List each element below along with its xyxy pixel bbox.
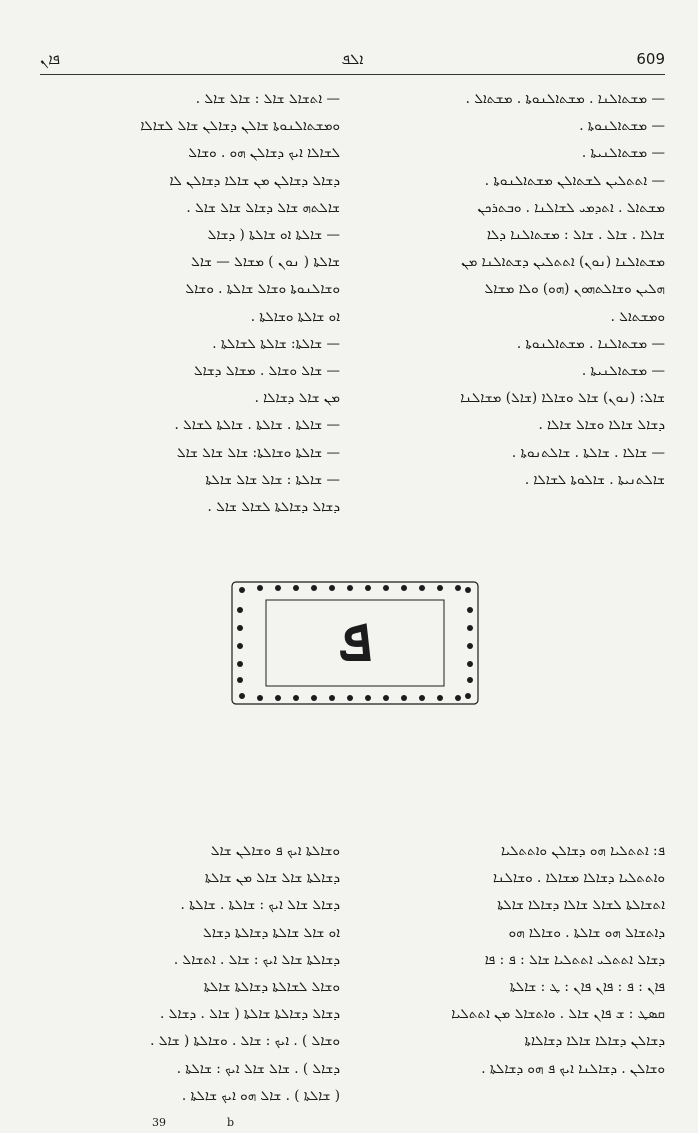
- text-line: — ܡܫܬܐܠܢܝܬܐ .: [581, 363, 665, 380]
- text-line: ܕܫܐܠ ܕܫܐܠܢ ܡܢ ܫܐܠܐ ܕܫܐܠܢ ܠܐ: [169, 172, 340, 189]
- section-ornament: [226, 576, 484, 710]
- text-line: ܘܫܐܠܬܐ ܐܝܟ ܦ ܘܫܐܠܢ ܫܐܠ: [210, 843, 340, 859]
- text-line: — ܡܫܬܐܠܢܐ . ܡܫܬܐܠܢܘܬܐ . ܡܫܬܐܠ .: [465, 91, 665, 107]
- text-line: ܕܫܐܠ ܫܐܠܐ ܘܫܐܠ ܫܐܠܐ .: [538, 417, 665, 434]
- text-line: ܫܐܠܬܐ ( ܢܘܢ ) ܡܫܐܠ — ܫܐܠ: [191, 254, 340, 271]
- text-line: — ܫܐܠܬܐ ܐܘ ܫܐܠܬܐ ( ܕܫܐܠ: [207, 227, 340, 244]
- text-line: ܘܫܐܠܢܘܬܐ ܘܫܐܠ ܫܐܠܬܐ . ܘܫܐܠ: [185, 281, 340, 298]
- text-line: ܘܫܐܠ ܠܫܐܠܬܐ ܕܫܐܠܬܐ ܫܐܠܬܐ: [203, 979, 340, 996]
- column-top-left: [40, 86, 340, 521]
- text-line: ܡܫܬܐܠ . ܐܬܕܡܝ ܠܫܐܠܢܐ . ܘܒܬܪܟܢ: [477, 199, 665, 216]
- text-line: ܐܬܫܐܠܬܐ ܠܫܐܠ ܫܐܠܐ ܕܫܐܠܐ ܫܐܠܬܐ: [497, 897, 665, 914]
- text-line: — ܫܐܠܬܐ : ܫܐܠ ܫܐܠ ܫܐܠܬܐ: [205, 471, 340, 488]
- text-line: ܘܫܐܠܢ . ܕܫܐܠܢܐ ܐܝܟ ܦ ܗܘ ܕܫܐܠܬܐ .: [481, 1060, 665, 1077]
- text-line: ܕܫܐܠܬܐ ܫܐܠ ܐܝܟ : ܫܐܠ . ܐܬܫܐܠ .: [173, 951, 340, 968]
- text-line: ܦ: ܐܬܬܠܝܐ ܗܘ ܕܫܐܠܢ ܘܐܬܬܠܝܐ: [500, 843, 665, 859]
- ornament-letter: ܦ: [337, 602, 373, 675]
- text-line: — ܡܫܬܐܠܢܝܬܐ .: [581, 145, 665, 162]
- column-bottom-right: [362, 838, 665, 1083]
- signature-letter: b: [227, 1116, 235, 1129]
- text-line: — ܫܐܠܬܐ . ܫܐܠܬܐ . ܫܐܠܬܐ ܠܫܐܠ .: [174, 417, 340, 434]
- page-footer: [0, 1116, 698, 1130]
- column-bottom-left: [40, 838, 340, 1110]
- text-line: ܩܣܛ : ܫ ܦܐܢ ܫܐܠ . ܘܐܬܫܐܠ ܡܢ ܐܬܬܠܝܐ: [451, 1006, 665, 1023]
- text-line: ܗܠܝܢ ܘܫܐܠܬܗܘܢ (ܗܘ) ܘܠܐ ܡܫܐܠ: [484, 281, 665, 298]
- text-line: — ܡܫܬܐܠܢܐ . ܡܫܬܐܠܢܘܬܐ .: [516, 335, 665, 352]
- text-line: ܫܐܠܐ . ܫܐܠ . ܫܐܠ : ܡܫܬܐܠܢܐ ܕܠܐ: [486, 227, 665, 244]
- text-line: — ܫܐܠܬܐ: ܫܐܠܬܐ ܠܫܐܠܬܐ .: [212, 335, 340, 352]
- header-rule: [40, 74, 665, 75]
- text-line: — ܫܐܠܬܐ ܘܫܐܠܬܐ: ܫܐܠ ܫܐܠ ܫܐܠ: [176, 444, 340, 461]
- text-line: ܠܫܐܠܐ ܐܝܟ ܕܫܐܠܢ ܗܘ . ܘܫܐܠ: [188, 145, 340, 162]
- text-line: ( ܫܐܠܬܐ ) . ܫܐܠ ܗܘ ܐܝܟ ܫܐܠܬܐ .: [181, 1087, 340, 1104]
- page-number: 609: [636, 50, 665, 68]
- text-line: ܐܘ ܫܐܠ ܫܐܠܬܐ ܕܫܐܠܬܐ ܕܫܐܠ: [203, 924, 340, 941]
- text-line: ܫܐܠܬܢܝܬܐ . ܫܐܠܘܬܐ ܠܫܐܠܐ .: [524, 471, 665, 488]
- text-line: ܫܐܠ: (ܢܘܢ) ܫܐܠ ܘܫܐܠܐ (ܫܐܠ) ܡܫܐܠܢܐ: [460, 390, 665, 407]
- text-line: ܫܐܠܬܗ ܫܐܠ ܕܫܐܠ ܫܐܠ ܫܐܠ .: [186, 199, 340, 216]
- text-line: ܕܫܐܠܬܐ ܫܐܠ ܫܐܠ ܡܢ ܫܐܠܬܐ: [204, 870, 340, 887]
- text-line: — ܡܫܬܐܠܢܘܬܐ .: [579, 118, 665, 135]
- text-line: ܘܡܫܬܐܠ .: [610, 308, 665, 325]
- text-line: ܡܢ ܫܐܠ ܕܫܐܠܐ .: [254, 390, 340, 407]
- text-line: ܕܫܐܠ ܕܫܐܠܬܐ ܠܫܐܠ ܫܐܠ .: [207, 499, 340, 516]
- text-line: — ܫܐܠܐ . ܫܐܠܬܐ . ܫܐܠܬܢܘܬܐ .: [511, 444, 665, 461]
- text-line: — ܫܐܠ ܘܫܐܠ . ܡܫܐܠ ܕܫܐܠ: [193, 363, 340, 380]
- text-line: ܕܫܐܠ ܐܬܬܠܝ ܐܬܬܠܝܐ ܫܐܠ : ܦ : ܦܐ: [484, 951, 665, 968]
- column-top-right: [362, 86, 665, 494]
- signature-number: 39: [152, 1116, 166, 1129]
- text-line: ܕܫܐܠ ܫܐܠ ܐܝܟ : ܫܐܠܬܐ . ܫܐܠܬܐ .: [180, 897, 340, 914]
- text-line: ܕܫܐܠ ) . ܫܐܠ ܫܐܠ ܐܝܟ : ܫܐܠܬܐ .: [176, 1060, 340, 1077]
- header-catchword: ܦܐܢ: [40, 50, 60, 68]
- text-line: — ܐܬܫܐܠ ܫܐܠ : ܫܐܠ ܫܐܠ .: [195, 91, 340, 107]
- text-line: ܕܫܐܠܢ ܕܫܐܠܐ ܫܐܠܐ ܕܫܐܠܐܬܐ: [524, 1033, 665, 1050]
- text-line: ܕܫܐܠ ܕܫܐܠܬܐ ܫܐܠܬܐ ( ܫܐܠ . ܕܫܐܠ .: [160, 1006, 340, 1023]
- text-line: ܕܐܬܫܐܠ ܗܘ ܫܐܠܬܐ . ܘܫܐܠܐ ܗܘ: [508, 924, 665, 941]
- running-header: [40, 50, 665, 72]
- text-line: ܘܡܫܬܐܠܢܘܬܐ ܫܐܠܢ ܕܫܐܠܢ ܫܐܠ ܠܫܐܠܐ: [140, 118, 340, 135]
- text-line: ܦܐܢ : ܦ : ܦܐܢ ܦܐܢ : ܛ : ܫܐܠܬܐ: [509, 979, 665, 996]
- text-line: ܘܫܐܠ ) . ܐܝܟ : ܫܐܠ . ܘܫܐܠܬܐ ( ܫܐܠ .: [150, 1033, 340, 1050]
- text-line: ܡܫܬܐܠܢܐ (ܢܘܢ) ܐܬܬܠܝܢ ܕܫܬܐܠܢܐ ܡܢ: [461, 254, 665, 271]
- header-letter-section: ܐܠܦ: [341, 50, 364, 68]
- text-line: ܘܐܬܬܠܝܐ ܕܫܐܠܐ ܡܫܐܠܐ . ܘܫܐܠܢܐ: [493, 870, 665, 887]
- text-line: ܐܘ ܫܐܠܬܐ ܘܫܐܠܬܐ .: [250, 308, 340, 325]
- text-line: — ܐܬܬܠܝܢ ܠܫܬܐܠܢ ܡܫܬܐܠܢܘܬܐ .: [484, 172, 665, 189]
